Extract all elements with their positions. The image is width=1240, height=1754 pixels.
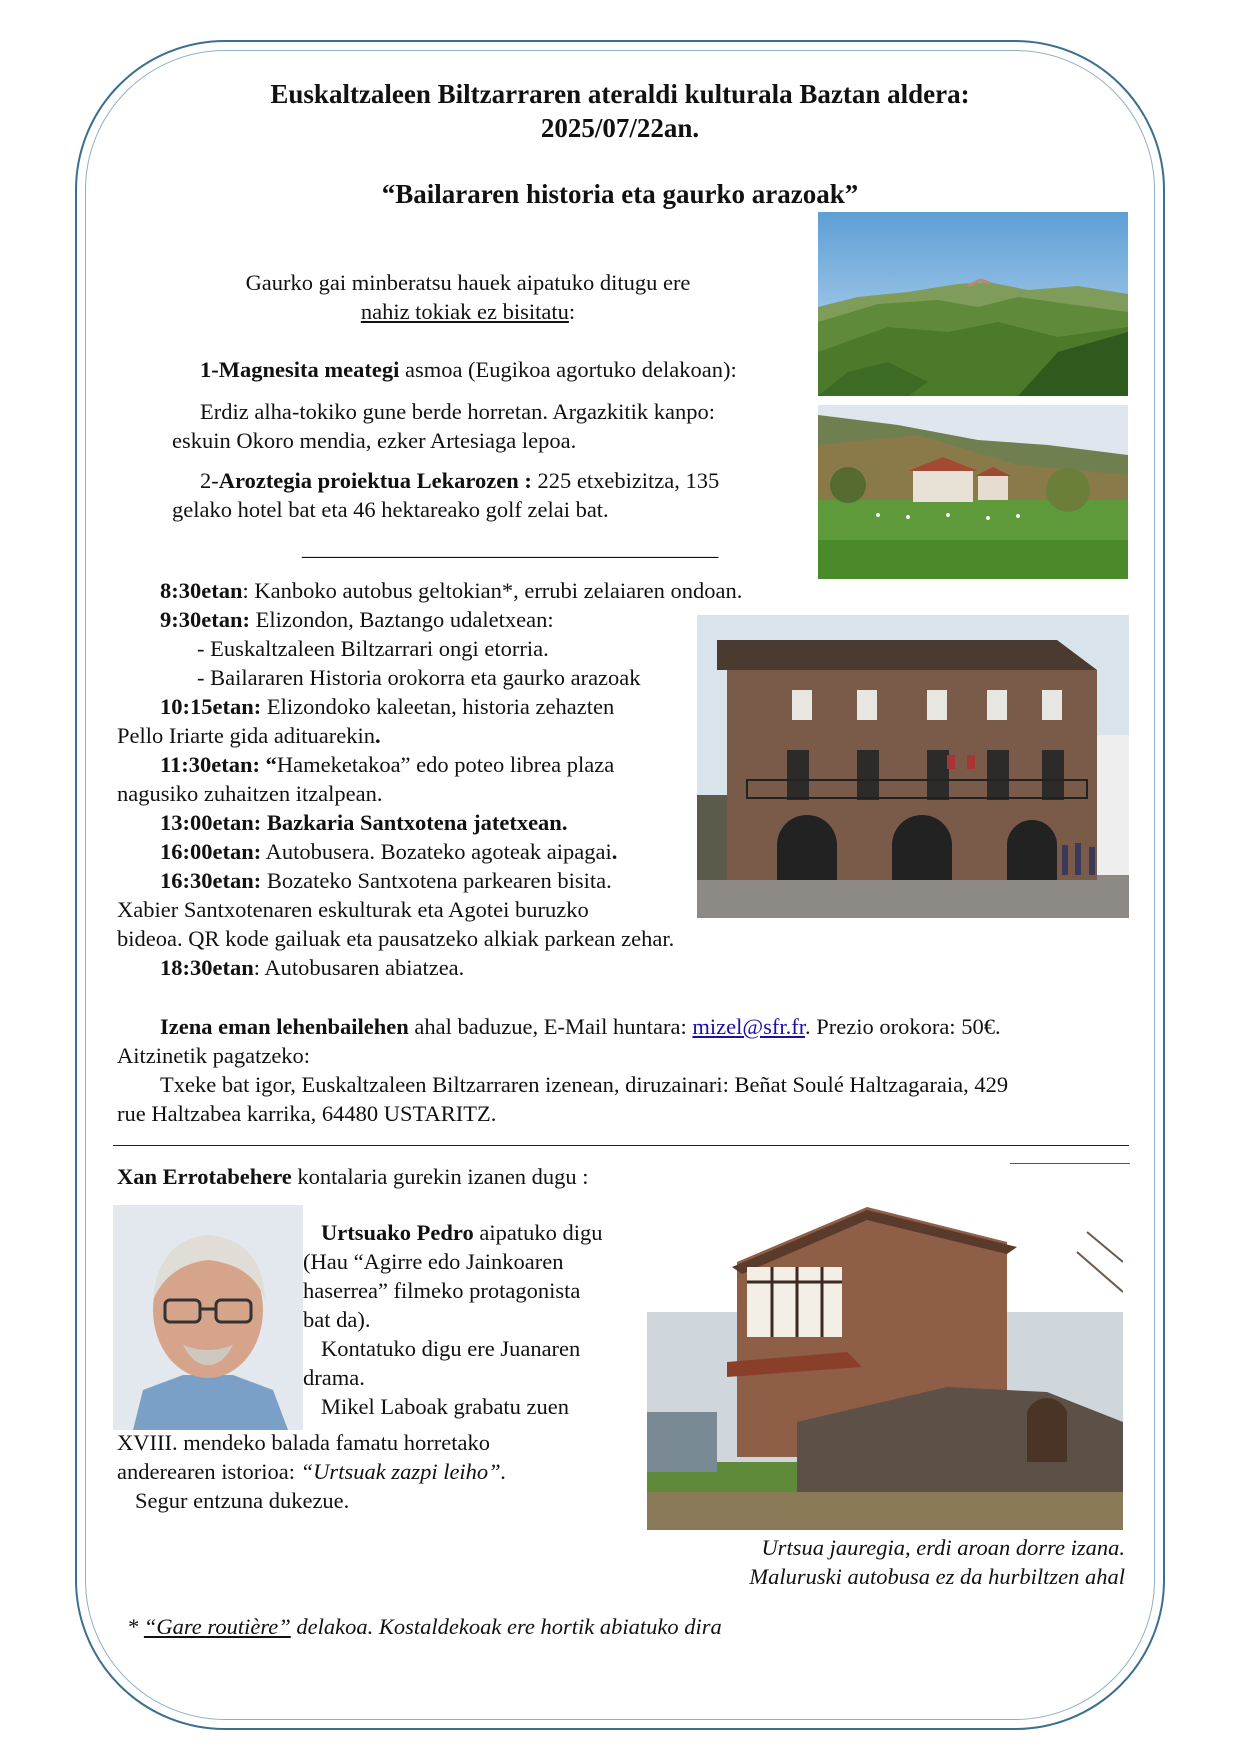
text-1015: Elizondoko kaleetan, historia zehazten [261,694,615,719]
schedule-item-0930 [117,605,1017,634]
schedule-item-1830 [117,953,1017,982]
photo-caption [600,1533,1125,1591]
topic-1-bold: Magnesita meategi [218,357,400,382]
storyteller-intro-text: kontalaria gurekin izanen dugu : [291,1164,589,1189]
topic-2-line-2: gelako hotel bat eta 46 hektareako golf zelai bat. [172,497,609,522]
farm-pasture-icon [818,405,1128,579]
registration-line-3: Txeke bat igor, Euskaltzaleen Biltzarraren izenean, diruzainari: Beñat Soulé Haltzagaraia, 429 [160,1072,1009,1097]
text-0930: Elizondon, Baztango udaletxean: [249,607,554,632]
schedule-block [117,576,1017,982]
topic-2 [172,466,812,524]
schedule-item-1630 [117,866,1017,895]
time-0830: 8:30etan [160,578,243,603]
registration-line-2: Aitzinetik pagatzeko: [117,1043,311,1068]
topic-1-rest: asmoa (Eugikoa agortuko delakoan): [399,357,737,382]
schedule-item-1300 [117,808,1017,837]
footnote-star: * [127,1614,144,1639]
separator-line: _____________________________________ [302,535,719,560]
storyteller-name: Xan Errotabehere [117,1164,292,1189]
time-1130: 11:30etan: [160,752,260,777]
text-1130: Hameketakoa” edo poteo librea plaza [276,752,615,777]
title-line-1: Euskaltzaleen Biltzarraren ateraldi kulturala Baztan aldera: [270,79,970,109]
story-line-2: (Hau “Agirre edo Jainkoaren [303,1249,564,1274]
story-line-9-text: anderearen istorioa: [117,1459,301,1484]
schedule-item-1015 [117,692,1017,721]
story-line-3: haserrea” filmeko protagonista [303,1278,581,1303]
text-1600: Autobusera. Bozateko agoteak aipagai [261,839,612,864]
topic-1-desc-line-2: eskuin Okoro mendia, ezker Artesiaga lepoa. [172,428,577,453]
cont-1015-text: Pello Iriarte gida adituarekin [117,723,376,748]
registration-text: ahal baduzue, E-Mail huntara: [408,1014,693,1039]
topic-2-rest: 225 etxebizitza, 135 [531,468,720,493]
time-1600: 16:00etan: [160,839,262,864]
registration-line-4: rue Haltzabea karrika, 64480 USTARITZ. [117,1101,497,1126]
song-title: “Urtsuak zazpi leiho” [300,1459,501,1484]
story-line-5: Kontatuko digu ere Juanaren [321,1336,581,1361]
topic-1-heading [200,355,820,384]
registration-bold: Izena eman lehenbailehen [160,1014,409,1039]
story-line-6: drama. [303,1365,365,1390]
manor-house-icon [647,1192,1123,1530]
schedule-cont-1630-b: bideoa. QR kode gailuak eta pausatzeko alkiak parkean zehar. [117,926,675,951]
schedule-cont-1130: nagusiko zuhaitzen itzalpean. [117,781,383,806]
schedule-item-1130 [117,750,1017,779]
story-line-1-rest: aipatuko digu [473,1220,603,1245]
topic-2-bold: Aroztegia proiektua Lekarozen : [218,468,532,493]
footnote [127,1612,1027,1641]
story-line-4: bat da). [303,1307,371,1332]
text-0830: : Kanboko autobus geltokian*, errubi zelaiaren ondoan. [242,578,743,603]
topic-1-description [172,397,812,455]
intro-line-2 [218,297,718,326]
time-0930: 9:30etan: [160,607,250,632]
schedule-item-0830 [117,576,1017,605]
intro-line-1: Gaurko gai minberatsu hauek aipatuko ditugu ere [245,270,691,295]
page-title [180,77,1060,145]
cont-1015-end: . [375,723,381,748]
story-line-10: Segur entzuna dukezue. [135,1488,350,1513]
end-1600: . [611,839,618,864]
intro-text [218,268,718,326]
schedule-item-1600 [117,837,1017,866]
registration-block [117,1012,1127,1128]
text-1630: Bozateko Santxotena parkearen bisita. [261,868,612,893]
schedule-sub-1: - Euskaltzaleen Biltzarrari ongi etorria. [197,636,549,661]
title-line-2: 2025/07/22an. [540,113,700,143]
footnote-gare: “Gare routière” [143,1614,291,1639]
storyteller-text-bottom [117,1428,677,1515]
footnote-text: delakoa. Kostaldekoak ere hortik abiatuko dira [290,1614,722,1639]
storyteller-intro [117,1162,817,1191]
registration-price: . Prezio orokora: 50€. [804,1014,1001,1039]
topic-1-desc-line-1: Erdiz alha-tokiko gune berde horretan. Argazkitik kanpo: [200,399,716,424]
text-1830: : Autobusaren abiatzea. [253,955,465,980]
decorative-line [1010,1163,1130,1164]
portrait-photo [113,1205,303,1430]
intro-underlined: nahiz tokiak ez bisitatu [360,299,569,324]
mountain-landscape-icon [818,212,1128,396]
story-line-9 [117,1457,677,1486]
story-line-7: Mikel Laboak grabatu zuen [321,1394,570,1419]
topic-2-line-1 [172,466,812,495]
caption-line-2: Maluruski autobusa ez da hurbiltzen ahal [749,1564,1125,1589]
time-1015: 10:15etan: [160,694,262,719]
email-link[interactable]: mizel@sfr.fr [692,1014,805,1039]
topic-2-number: 2- [200,468,219,493]
intro-colon: : [568,299,576,324]
caption-line-1: Urtsua jauregia, erdi aroan dorre izana. [761,1535,1125,1560]
time-1300: 13:00etan: Bazkaria Santxotena jatetxean. [160,810,568,835]
time-1630: 16:30etan: [160,868,262,893]
storyteller-text-right [303,1218,663,1421]
page-subtitle: “Bailararen historia eta gaurko arazoak” [381,179,859,209]
time-1830: 18:30etan [160,955,254,980]
farm-pasture-photo [818,405,1128,579]
portrait-icon [113,1205,303,1430]
story-bold-name: Urtsuako Pedro [321,1220,474,1245]
story-line-1 [303,1218,663,1247]
schedule-cont-1630-a: Xabier Santxotenaren eskulturak eta Agotei buruzko [117,897,589,922]
topic-1-number: 1- [200,357,219,382]
registration-line-1 [117,1012,1127,1041]
quote-1130: “ [260,752,277,777]
mountain-landscape-photo [818,212,1128,396]
manor-house-photo [647,1192,1123,1530]
schedule-sub-2: - Bailararen Historia orokorra eta gaurko arazoak [197,665,641,690]
story-line-8: XVIII. mendeko balada famatu horretako [117,1430,490,1455]
schedule-cont-1015 [117,721,1017,750]
song-title-end: . [500,1459,507,1484]
section-divider [113,1145,1129,1146]
